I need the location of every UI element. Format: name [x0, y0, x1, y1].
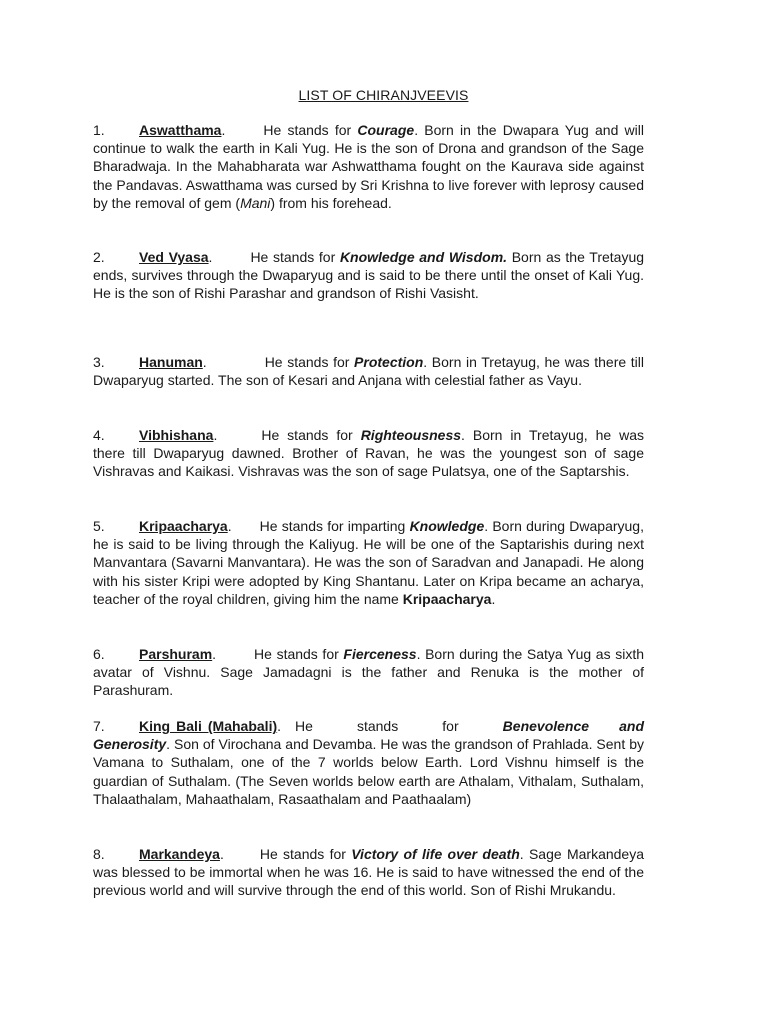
list-item-ved-vyasa [93, 248, 644, 303]
item-virtue: Victory of life over death [351, 846, 520, 862]
item-virtue: Benevolence and Generosity [93, 718, 644, 753]
item-lead: He stands for imparting [259, 518, 410, 534]
item-description: . Born in Tretayug, he was there till Dwaparyug dawned. Brother of Ravan, he was the youngest son of sage Vishravas and Kaikasi. Vishravas was the son of sage Pulatsya, one of the Saptarshis. [93, 427, 645, 480]
list-item-kripaacharya [93, 517, 644, 608]
document-title: LIST OF CHIRANJVEEVIS [298, 87, 469, 103]
item-description: . Born in Tretayug, he was there till Dwaparyug started. The son of Kesari and Anjana with celestial father as Vayu. [93, 354, 644, 389]
item-italic-term: Mani [240, 194, 271, 211]
item-virtue: Fierceness [343, 646, 417, 662]
item-number: 2. [93, 249, 105, 265]
item-name: Aswatthama [139, 122, 222, 138]
item-name-punct: . [213, 427, 218, 443]
list-item-markandeya [93, 845, 644, 900]
list-item-parshuram [93, 645, 644, 700]
item-number: 3. [93, 354, 105, 370]
item-name: Markandeya [139, 846, 220, 862]
item-virtue: Courage [357, 122, 415, 138]
item-tail: . [491, 590, 496, 607]
item-description: . Born during the Satya Yug as sixth avatar of Vishnu. Sage Jamadagni is the father and Renuka is the mother of Parashuram. [93, 646, 644, 699]
list-item-hanuman [93, 353, 644, 389]
item-number: 4. [93, 427, 105, 443]
item-number: 8. [93, 846, 105, 862]
item-number: 6. [93, 646, 105, 662]
item-description: . Born in the Dwapara Yug and will continue to walk the earth in Kali Yug. He is the son of Drona and grandson of the Sage Bharadwaja. In the Mahabharata war Ashwatthama fought on the Kaurava side against the Pandavas. Aswatthama was cursed by Sri Krishna to live forever with leprosy caused by the removal of gem ( [93, 122, 644, 211]
item-virtue: Knowledge and Wisdom. [339, 249, 508, 265]
item-lead: He stands for [254, 646, 344, 662]
item-name: King Bali (Mahabali) [139, 718, 278, 734]
item-name-punct: . [221, 122, 226, 138]
item-bold-name: Kripaacharya [402, 590, 492, 607]
item-lead: He stands for [250, 249, 340, 265]
item-description: Born as the Tretayug ends, survives through the Dwaparyug and is said to be there until the onset of Kali Yug. He is the son of Rishi Parashar and grandson of Rishi Vasisht. [93, 249, 645, 302]
item-lead: He stands for [295, 718, 503, 734]
item-name: Kripaacharya [139, 518, 228, 534]
item-name: Hanuman [139, 354, 203, 370]
item-description: . Son of Virochana and Devamba. He was the grandson of Prahlada. Sent by Vamana to Suthalam, one of the 7 worlds below Earth. Lord Vishnu himself is the guardian of Suthalam. (The Seven worlds below earth are Athalam, Vithalam, Suthalam, Thalaathalam, Mahaathalam, Rasaathalam and Paathaalam) [93, 736, 644, 807]
list-item-king-bali [93, 717, 644, 808]
item-tail: ) from his forehead. [270, 194, 392, 211]
item-name-punct: . [219, 846, 224, 862]
item-name: Vibhishana [139, 427, 214, 443]
item-lead: He stands for [264, 354, 355, 370]
item-virtue: Protection [354, 354, 424, 370]
item-lead: He stands for [259, 846, 352, 862]
item-description: . Sage Markandeya was blessed to be immortal when he was 16. He is said to have witnessed the end of the previous world and will survive through the end of this world. Son of Rishi Mrukandu. [93, 846, 645, 899]
item-lead: He stands for [263, 122, 358, 138]
item-lead: He stands for [261, 427, 361, 443]
item-name: Parshuram [139, 646, 213, 662]
list-item-vibhishana [93, 426, 644, 481]
item-name: Ved Vyasa [139, 249, 209, 265]
item-name-punct: . [212, 646, 217, 662]
item-number: 7. [93, 718, 105, 734]
item-virtue: Righteousness [360, 427, 462, 443]
list-item-aswatthama [93, 121, 644, 212]
item-name-punct: . [202, 354, 207, 370]
item-number: 1. [93, 122, 105, 138]
item-name-punct: . [277, 718, 282, 734]
item-description: . Born during Dwaparyug, he is said to be living through the Kaliyug. He will be one of the Saptarishis during next Manvantara (Savarni Manvantara). He was the son of Saradvan and Janapadi. He along with his sister Kripi were adopted by King Shantanu. Later on Kripa became an acharya, teacher of the royal children, giving him the name [93, 518, 644, 607]
item-number: 5. [93, 518, 105, 534]
item-name-punct: . [208, 249, 213, 265]
item-virtue: Knowledge [409, 518, 485, 534]
item-name-punct: . [227, 518, 232, 534]
